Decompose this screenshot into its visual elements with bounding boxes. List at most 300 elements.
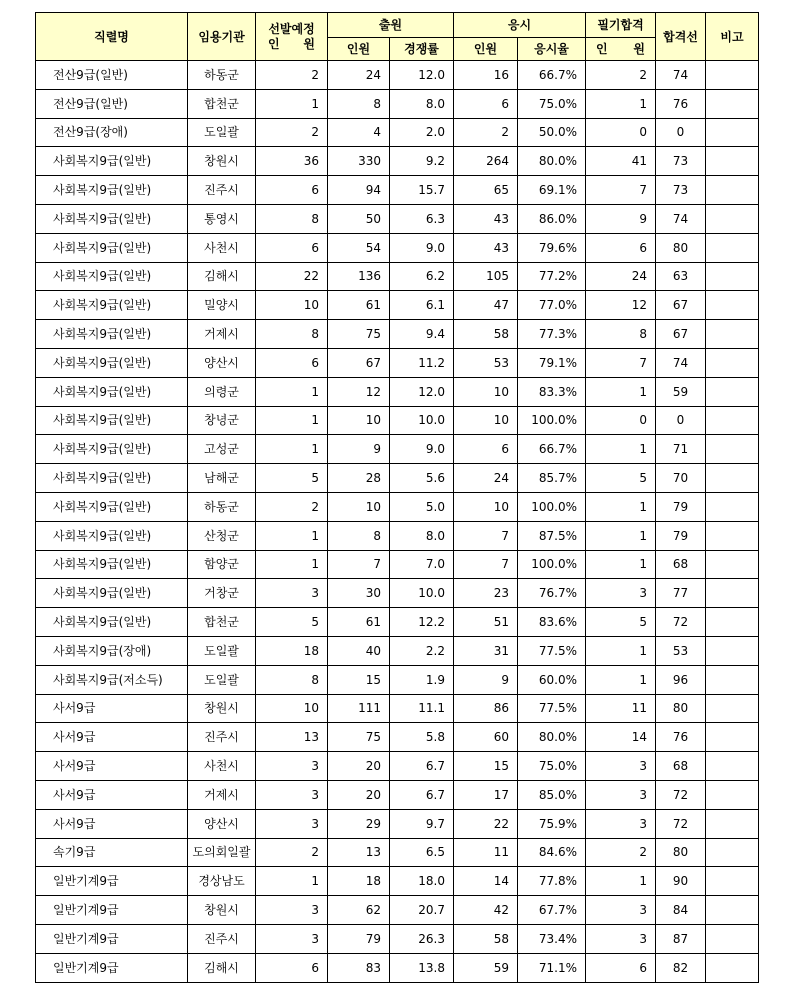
table-row (36, 406, 759, 435)
cell-exam-rate: 66.7% (518, 61, 586, 90)
cell-note (706, 694, 759, 723)
col-exam-count-header: 인원 (454, 38, 518, 61)
col-position-header: 직렬명 (36, 13, 188, 61)
cell-competition: 12.2 (390, 608, 454, 637)
cell-exam-rate: 77.5% (518, 636, 586, 665)
cell-exam-count: 53 (454, 348, 518, 377)
cell-applied-count: 12 (328, 377, 390, 406)
cell-agency: 양산시 (188, 348, 256, 377)
cell-competition: 6.5 (390, 838, 454, 867)
cell-position: 사회복지9급(일반) (36, 262, 188, 291)
cell-written-pass: 1 (586, 550, 656, 579)
cell-agency: 거제시 (188, 320, 256, 349)
cell-position: 사서9급 (36, 780, 188, 809)
col-planned-header (256, 13, 328, 61)
written-count-char1: 인 (596, 42, 608, 56)
exam-results-table (35, 12, 759, 983)
table-row (36, 291, 759, 320)
cell-exam-count: 7 (454, 521, 518, 550)
cell-exam-count: 10 (454, 492, 518, 521)
cell-written-pass: 1 (586, 867, 656, 896)
cell-planned: 1 (256, 406, 328, 435)
cell-exam-rate: 66.7% (518, 435, 586, 464)
cell-exam-rate: 84.6% (518, 838, 586, 867)
cell-written-pass: 12 (586, 291, 656, 320)
cell-exam-count: 15 (454, 752, 518, 781)
cell-note (706, 492, 759, 521)
table-row (36, 694, 759, 723)
cell-exam-rate: 75.9% (518, 809, 586, 838)
cell-written-pass: 1 (586, 435, 656, 464)
cell-planned: 2 (256, 61, 328, 90)
cell-written-pass: 2 (586, 61, 656, 90)
cell-written-pass: 41 (586, 147, 656, 176)
cell-applied-count: 8 (328, 89, 390, 118)
cell-note (706, 608, 759, 637)
cell-agency: 진주시 (188, 723, 256, 752)
cell-cutoff: 79 (656, 492, 706, 521)
cell-note (706, 896, 759, 925)
cell-position: 일반기계9급 (36, 953, 188, 982)
cell-planned: 6 (256, 348, 328, 377)
cell-exam-count: 59 (454, 953, 518, 982)
cell-exam-rate: 77.3% (518, 320, 586, 349)
table-row (36, 665, 759, 694)
cell-note (706, 147, 759, 176)
cell-applied-count: 75 (328, 723, 390, 752)
cell-applied-count: 50 (328, 204, 390, 233)
cell-position: 사회복지9급(일반) (36, 377, 188, 406)
cell-cutoff: 70 (656, 464, 706, 493)
cell-applied-count: 15 (328, 665, 390, 694)
cell-competition: 10.0 (390, 579, 454, 608)
cell-position: 일반기계9급 (36, 924, 188, 953)
cell-position: 전산9급(일반) (36, 89, 188, 118)
cell-applied-count: 9 (328, 435, 390, 464)
cell-agency: 사천시 (188, 233, 256, 262)
cell-planned: 22 (256, 262, 328, 291)
cell-exam-count: 16 (454, 61, 518, 90)
cell-position: 사서9급 (36, 809, 188, 838)
cell-note (706, 867, 759, 896)
cell-exam-count: 22 (454, 809, 518, 838)
table-row (36, 636, 759, 665)
cell-planned: 1 (256, 377, 328, 406)
table-row (36, 608, 759, 637)
cell-planned: 1 (256, 521, 328, 550)
cell-note (706, 204, 759, 233)
cell-exam-count: 6 (454, 89, 518, 118)
cell-agency: 김해시 (188, 262, 256, 291)
cell-competition: 5.8 (390, 723, 454, 752)
cell-competition: 2.0 (390, 118, 454, 147)
cell-position: 사회복지9급(일반) (36, 435, 188, 464)
cell-exam-count: 43 (454, 204, 518, 233)
cell-exam-rate: 77.5% (518, 694, 586, 723)
written-count-header-chars (586, 42, 655, 56)
cell-written-pass: 0 (586, 118, 656, 147)
cell-exam-rate: 75.0% (518, 89, 586, 118)
cell-cutoff: 76 (656, 723, 706, 752)
cell-competition: 5.0 (390, 492, 454, 521)
cell-competition: 15.7 (390, 176, 454, 205)
cell-planned: 8 (256, 665, 328, 694)
cell-agency: 거제시 (188, 780, 256, 809)
cell-competition: 26.3 (390, 924, 454, 953)
cell-position: 사회복지9급(일반) (36, 204, 188, 233)
cell-position: 사회복지9급(장애) (36, 636, 188, 665)
cell-position: 사회복지9급(일반) (36, 492, 188, 521)
cell-cutoff: 80 (656, 694, 706, 723)
cell-exam-rate: 83.6% (518, 608, 586, 637)
cell-position: 사회복지9급(일반) (36, 233, 188, 262)
col-exam-group-header: 응시 (454, 13, 586, 38)
cell-exam-count: 65 (454, 176, 518, 205)
table-row (36, 320, 759, 349)
cell-cutoff: 73 (656, 147, 706, 176)
col-competition-header: 경쟁률 (390, 38, 454, 61)
planned-header-char2: 원 (303, 36, 315, 51)
cell-planned: 1 (256, 435, 328, 464)
cell-exam-rate: 60.0% (518, 665, 586, 694)
cell-exam-rate: 50.0% (518, 118, 586, 147)
cell-planned: 8 (256, 320, 328, 349)
cell-applied-count: 10 (328, 406, 390, 435)
planned-header-line1: 선발예정 (268, 21, 315, 36)
cell-cutoff: 59 (656, 377, 706, 406)
cell-position: 속기9급 (36, 838, 188, 867)
cell-applied-count: 13 (328, 838, 390, 867)
cell-competition: 6.3 (390, 204, 454, 233)
cell-agency: 창원시 (188, 896, 256, 925)
cell-planned: 6 (256, 233, 328, 262)
cell-written-pass: 9 (586, 204, 656, 233)
cell-planned: 2 (256, 838, 328, 867)
cell-exam-count: 11 (454, 838, 518, 867)
cell-exam-rate: 87.5% (518, 521, 586, 550)
cell-exam-rate: 83.3% (518, 377, 586, 406)
cell-agency: 창원시 (188, 694, 256, 723)
cell-exam-count: 42 (454, 896, 518, 925)
cell-exam-rate: 85.0% (518, 780, 586, 809)
table-row (36, 752, 759, 781)
cell-competition: 9.4 (390, 320, 454, 349)
cell-applied-count: 61 (328, 608, 390, 637)
cell-planned: 2 (256, 118, 328, 147)
cell-note (706, 262, 759, 291)
table-row (36, 147, 759, 176)
cell-cutoff: 90 (656, 867, 706, 896)
cell-position: 사회복지9급(일반) (36, 608, 188, 637)
cell-exam-rate: 76.7% (518, 579, 586, 608)
cell-applied-count: 67 (328, 348, 390, 377)
cell-written-pass: 7 (586, 348, 656, 377)
cell-exam-count: 23 (454, 579, 518, 608)
cell-exam-rate: 100.0% (518, 492, 586, 521)
cell-applied-count: 61 (328, 291, 390, 320)
cell-position: 사회복지9급(일반) (36, 550, 188, 579)
cell-competition: 10.0 (390, 406, 454, 435)
cell-exam-count: 58 (454, 320, 518, 349)
cell-cutoff: 87 (656, 924, 706, 953)
cell-exam-count: 264 (454, 147, 518, 176)
table-row (36, 464, 759, 493)
cell-competition: 18.0 (390, 867, 454, 896)
cell-competition: 20.7 (390, 896, 454, 925)
table-row (36, 896, 759, 925)
cell-cutoff: 96 (656, 665, 706, 694)
cell-note (706, 752, 759, 781)
cell-note (706, 320, 759, 349)
cell-exam-rate: 71.1% (518, 953, 586, 982)
table-body (36, 61, 759, 983)
table-row (36, 262, 759, 291)
cell-competition: 12.0 (390, 377, 454, 406)
cell-cutoff: 0 (656, 118, 706, 147)
cell-exam-count: 10 (454, 406, 518, 435)
cell-written-pass: 0 (586, 406, 656, 435)
col-applied-group-header: 출원 (328, 13, 454, 38)
cell-competition: 6.2 (390, 262, 454, 291)
cell-cutoff: 74 (656, 348, 706, 377)
cell-cutoff: 72 (656, 608, 706, 637)
planned-header-char1: 인 (268, 36, 280, 51)
cell-applied-count: 79 (328, 924, 390, 953)
cell-written-pass: 3 (586, 780, 656, 809)
col-written-pass-header: 필기합격 (586, 13, 656, 38)
cell-applied-count: 75 (328, 320, 390, 349)
cell-position: 사서9급 (36, 694, 188, 723)
table-row (36, 838, 759, 867)
cell-planned: 1 (256, 867, 328, 896)
cell-position: 일반기계9급 (36, 867, 188, 896)
cell-applied-count: 30 (328, 579, 390, 608)
cell-position: 사서9급 (36, 752, 188, 781)
cell-note (706, 89, 759, 118)
cell-written-pass: 8 (586, 320, 656, 349)
cell-cutoff: 73 (656, 176, 706, 205)
cell-applied-count: 20 (328, 752, 390, 781)
cell-position: 사회복지9급(일반) (36, 348, 188, 377)
cell-exam-count: 31 (454, 636, 518, 665)
table-row (36, 809, 759, 838)
col-agency-header: 임용기관 (188, 13, 256, 61)
cell-written-pass: 1 (586, 521, 656, 550)
cell-competition: 9.0 (390, 233, 454, 262)
cell-cutoff: 72 (656, 809, 706, 838)
table-row (36, 233, 759, 262)
cell-applied-count: 94 (328, 176, 390, 205)
cell-exam-count: 14 (454, 867, 518, 896)
cell-competition: 6.1 (390, 291, 454, 320)
cell-exam-count: 47 (454, 291, 518, 320)
cell-applied-count: 62 (328, 896, 390, 925)
cell-cutoff: 68 (656, 752, 706, 781)
cell-cutoff: 80 (656, 233, 706, 262)
cell-cutoff: 82 (656, 953, 706, 982)
table-row (36, 924, 759, 953)
cell-written-pass: 2 (586, 838, 656, 867)
cell-applied-count: 330 (328, 147, 390, 176)
cell-planned: 3 (256, 924, 328, 953)
cell-competition: 8.0 (390, 521, 454, 550)
cell-agency: 창녕군 (188, 406, 256, 435)
cell-written-pass: 3 (586, 924, 656, 953)
table-row (36, 723, 759, 752)
cell-written-pass: 3 (586, 579, 656, 608)
cell-competition: 1.9 (390, 665, 454, 694)
table-header (36, 13, 759, 61)
cell-planned: 2 (256, 492, 328, 521)
cell-agency: 함양군 (188, 550, 256, 579)
cell-exam-rate: 73.4% (518, 924, 586, 953)
cell-planned: 5 (256, 464, 328, 493)
cell-note (706, 809, 759, 838)
cell-exam-rate: 100.0% (518, 550, 586, 579)
cell-written-pass: 6 (586, 953, 656, 982)
col-exam-rate-header: 응시율 (518, 38, 586, 61)
cell-agency: 경상남도 (188, 867, 256, 896)
table-row (36, 61, 759, 90)
cell-exam-rate: 77.0% (518, 291, 586, 320)
cell-planned: 8 (256, 204, 328, 233)
cell-written-pass: 1 (586, 636, 656, 665)
cell-agency: 도일괄 (188, 665, 256, 694)
cell-exam-rate: 100.0% (518, 406, 586, 435)
cell-agency: 도일괄 (188, 636, 256, 665)
cell-written-pass: 3 (586, 752, 656, 781)
cell-written-pass: 11 (586, 694, 656, 723)
cell-exam-rate: 77.8% (518, 867, 586, 896)
table-row (36, 118, 759, 147)
cell-written-pass: 5 (586, 608, 656, 637)
cell-agency: 사천시 (188, 752, 256, 781)
cell-exam-rate: 69.1% (518, 176, 586, 205)
cell-competition: 7.0 (390, 550, 454, 579)
table-row (36, 521, 759, 550)
cell-note (706, 780, 759, 809)
col-applied-count-header: 인원 (328, 38, 390, 61)
cell-note (706, 838, 759, 867)
cell-applied-count: 29 (328, 809, 390, 838)
cell-competition: 9.0 (390, 435, 454, 464)
cell-planned: 3 (256, 809, 328, 838)
cell-cutoff: 79 (656, 521, 706, 550)
table-row (36, 867, 759, 896)
cell-cutoff: 53 (656, 636, 706, 665)
cell-note (706, 924, 759, 953)
cell-note (706, 550, 759, 579)
cell-exam-count: 58 (454, 924, 518, 953)
cell-position: 사회복지9급(일반) (36, 291, 188, 320)
cell-cutoff: 77 (656, 579, 706, 608)
cell-agency: 고성군 (188, 435, 256, 464)
cell-agency: 거창군 (188, 579, 256, 608)
cell-note (706, 406, 759, 435)
cell-cutoff: 67 (656, 320, 706, 349)
cell-applied-count: 18 (328, 867, 390, 896)
cell-competition: 9.2 (390, 147, 454, 176)
table-row (36, 377, 759, 406)
cell-planned: 1 (256, 550, 328, 579)
cell-applied-count: 10 (328, 492, 390, 521)
cell-applied-count: 40 (328, 636, 390, 665)
table-row (36, 176, 759, 205)
cell-exam-rate: 79.1% (518, 348, 586, 377)
cell-position: 사회복지9급(일반) (36, 147, 188, 176)
cell-position: 사회복지9급(일반) (36, 320, 188, 349)
cell-applied-count: 54 (328, 233, 390, 262)
cell-position: 사회복지9급(저소득) (36, 665, 188, 694)
cell-agency: 하동군 (188, 61, 256, 90)
cell-exam-count: 6 (454, 435, 518, 464)
cell-exam-count: 7 (454, 550, 518, 579)
written-count-char2: 원 (633, 42, 645, 56)
cell-cutoff: 84 (656, 896, 706, 925)
cell-written-pass: 1 (586, 377, 656, 406)
cell-planned: 3 (256, 579, 328, 608)
cell-note (706, 521, 759, 550)
col-note-header: 비고 (706, 13, 759, 61)
cell-competition: 13.8 (390, 953, 454, 982)
cell-note (706, 953, 759, 982)
cell-applied-count: 8 (328, 521, 390, 550)
cell-planned: 18 (256, 636, 328, 665)
cell-note (706, 579, 759, 608)
cell-planned: 10 (256, 694, 328, 723)
cell-note (706, 291, 759, 320)
cell-agency: 진주시 (188, 924, 256, 953)
cell-written-pass: 24 (586, 262, 656, 291)
cell-written-pass: 7 (586, 176, 656, 205)
cell-position: 사회복지9급(일반) (36, 464, 188, 493)
cell-exam-count: 51 (454, 608, 518, 637)
cell-competition: 2.2 (390, 636, 454, 665)
cell-written-pass: 5 (586, 464, 656, 493)
table-row (36, 204, 759, 233)
cell-written-pass: 1 (586, 89, 656, 118)
cell-competition: 6.7 (390, 780, 454, 809)
cell-written-pass: 3 (586, 809, 656, 838)
cell-applied-count: 24 (328, 61, 390, 90)
table-row (36, 492, 759, 521)
cell-planned: 1 (256, 89, 328, 118)
cell-note (706, 435, 759, 464)
cell-position: 사회복지9급(일반) (36, 579, 188, 608)
cell-planned: 6 (256, 176, 328, 205)
cell-exam-count: 43 (454, 233, 518, 262)
cell-planned: 10 (256, 291, 328, 320)
cell-exam-count: 24 (454, 464, 518, 493)
table-row (36, 550, 759, 579)
cell-agency: 남해군 (188, 464, 256, 493)
cell-cutoff: 71 (656, 435, 706, 464)
cell-applied-count: 83 (328, 953, 390, 982)
cell-exam-rate: 67.7% (518, 896, 586, 925)
cell-position: 사회복지9급(일반) (36, 406, 188, 435)
cell-applied-count: 7 (328, 550, 390, 579)
cell-applied-count: 28 (328, 464, 390, 493)
cell-exam-count: 2 (454, 118, 518, 147)
cell-cutoff: 68 (656, 550, 706, 579)
cell-exam-rate: 77.2% (518, 262, 586, 291)
cell-cutoff: 74 (656, 204, 706, 233)
cell-applied-count: 4 (328, 118, 390, 147)
cell-exam-rate: 85.7% (518, 464, 586, 493)
cell-exam-rate: 80.0% (518, 723, 586, 752)
cell-agency: 진주시 (188, 176, 256, 205)
cell-planned: 5 (256, 608, 328, 637)
